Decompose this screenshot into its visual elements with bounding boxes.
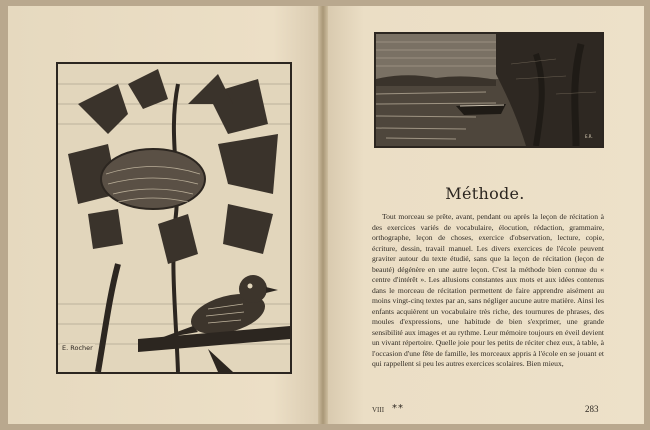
signature-stars: **: [392, 403, 404, 414]
left-artist-signature: E. Rocher: [62, 344, 93, 352]
bird-nest-illustration: [58, 64, 290, 372]
signature-mark: VIII: [372, 406, 385, 414]
page-number: 283: [585, 404, 599, 414]
bird-nest-woodcut: [56, 62, 292, 374]
book-gutter: [318, 6, 328, 424]
right-artist-signature: E.R.: [585, 134, 593, 139]
river-boat-illustration: [376, 34, 602, 146]
river-boat-woodcut: [374, 32, 604, 148]
body-paragraph: Tout morceau se prête, avant, pendant ou après la leçon de récitation à des exercices variés de vocabulaire, élocution, rédaction, grammaire, orthographe, leçon de choses, exercice d'observation, lecture, copie, écriture, dessin, travail manuel. Les divers exercices de l'école peuvent graviter autour du texte étudié, sans que la leçon de récitation (leçon de beauté) dégénère en une autre leçon. C'est la méthode bien connue du « centre d'intérêt ». Les allusions constantes aux mots et aux idées contenus dans le morceau de récitation permettent de faire apprendre aisément au moins vingt-cinq textes par an, sans négliger aucune autre matière. Ainsi les enfants acquièrent un vocabulaire très riche, des tournures de phrases, des moules d'expressions, une habitude de bien s'exprimer, une grande sensibilité aux images et au rythme. Leur mémoire toujours en éveil devient un vivant répertoire. Quelle joie pour les petits de réciter chez eux, à table, à l'occasion d'une fête de famille, les morceaux appris à l'école en se jouant et qui rappellent si peu les autres exercices scolaires. Bien mieux,: [372, 212, 604, 368]
page-title: Méthode.: [445, 184, 525, 203]
